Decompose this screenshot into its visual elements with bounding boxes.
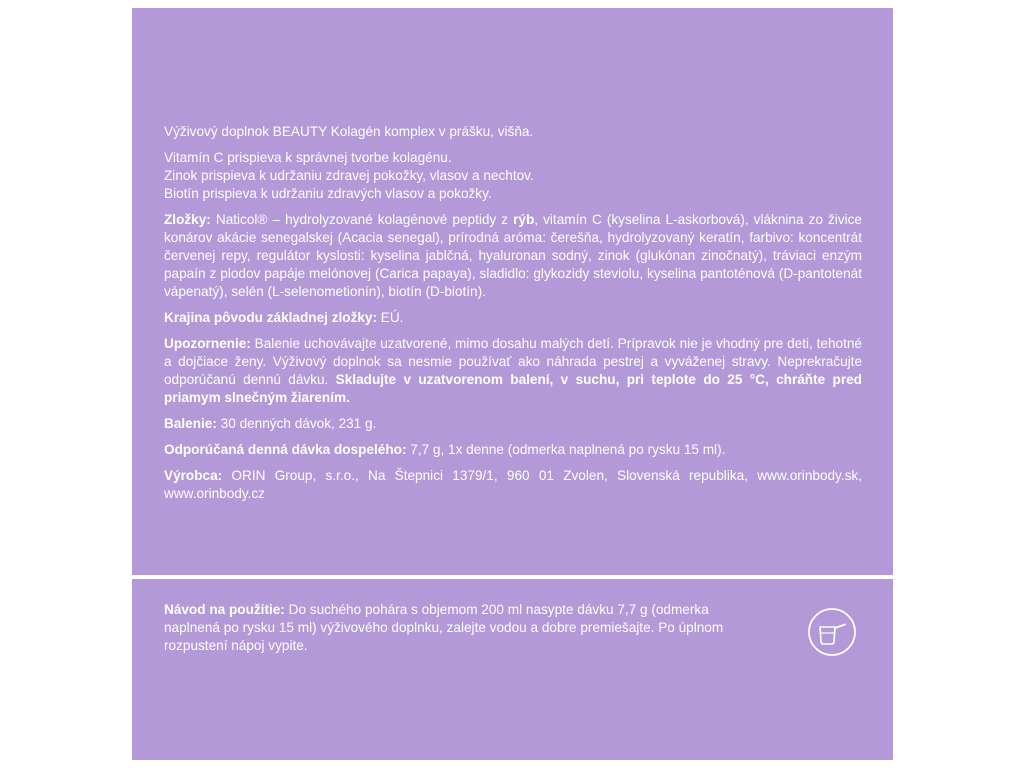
usage-instructions <box>164 601 764 655</box>
usage-section <box>132 579 893 760</box>
product-label <box>132 8 893 760</box>
origin-value: EÚ. <box>377 310 404 325</box>
origin <box>164 309 862 327</box>
product-title: Výživový doplnok BEAUTY Kolagén komplex v prášku, višňa. <box>164 124 534 139</box>
ingredients-label: Zložky: <box>164 212 211 227</box>
package-label: Balenie: <box>164 416 217 431</box>
manufacturer <box>164 467 862 503</box>
claim-zinc: Zinok prispieva k udržaniu zdravej pokožky, vlasov a nechtov. <box>164 168 534 183</box>
manufacturer-value: ORIN Group, s.r.o., Na Štepnici 1379/1, 960 01 Zvolen, Slovenská republika, www.orinbody.sk, www.orinbody.cz <box>164 468 862 501</box>
ingredients-text-before: Naticol® – hydrolyzované kolagénové peptidy z <box>210 212 514 227</box>
usage-label: Návod na použitie: <box>164 602 285 617</box>
label-info-section <box>132 8 893 575</box>
ingredients-allergen: rýb <box>513 212 535 227</box>
label-text <box>164 123 862 503</box>
health-claims <box>164 149 862 203</box>
dosage-value: 7,7 g, 1x denne (odmerka naplnená po rysku 15 ml). <box>406 442 726 457</box>
storage-instructions: Skladujte v uzatvorenom balení, v suchu, pri teplote do 25 °C, chráňte pred priamym slnečným žiarením. <box>164 372 862 405</box>
package <box>164 415 862 433</box>
manufacturer-label: Výrobca: <box>164 468 223 483</box>
warning <box>164 335 862 407</box>
warning-text: Balenie uchovávajte uzatvorené, mimo dosahu malých detí. Prípravok nie je vhodný pre deti, tehotné a dojčiace ženy. Výživový doplnok sa nesmie používať ako náhrada pestrej a vyváženej stravy. Neprekračujte odporúčanú dennú dávku. <box>164 336 862 387</box>
usage-text: Do suchého pohára s objemom 200 ml nasypte dávku 7,7 g (odmerka naplnená po rysku 15 ml) výživového doplnku, zalejte vodou a dobre premiešajte. Po úplnom rozpustení nápoj vypite. <box>164 602 724 653</box>
ingredients-text-after: , vitamín C (kyselina L-askorbová), vláknina zo živice konárov akácie senegalskej (Acacia senegal), prírodná aróma: čerešňa, hydrolyzovaný keratín, farbivo: koncentrát červenej repy, regulátor kyslosti: kyselina jablčná, hyaluronan sodný, zinok (glukónan zinočnatý), tráviaci enzým papaín z plodov papáje melónovej (Carica papaya), sladidlo: glykozidy steviolu, kyselina pantoténová (D-pantotenát vápenatý), selén (L-selenometionín), biotín (D-biotín). <box>164 212 862 299</box>
dosage <box>164 441 862 459</box>
ingredients <box>164 211 862 301</box>
origin-label: Krajina pôvodu základnej zložky: <box>164 310 378 325</box>
claim-vitamin-c: Vitamín C prispieva k správnej tvorbe kolagénu. <box>164 150 452 165</box>
warning-label: Upozornenie: <box>164 336 251 351</box>
measuring-scoop-icon <box>807 607 857 657</box>
package-value: 30 denných dávok, 231 g. <box>216 416 377 431</box>
claim-biotin: Biotín prispieva k udržaniu zdravých vlasov a pokožky. <box>164 186 492 201</box>
dosage-label: Odporúčaná denná dávka dospelého: <box>164 442 407 457</box>
